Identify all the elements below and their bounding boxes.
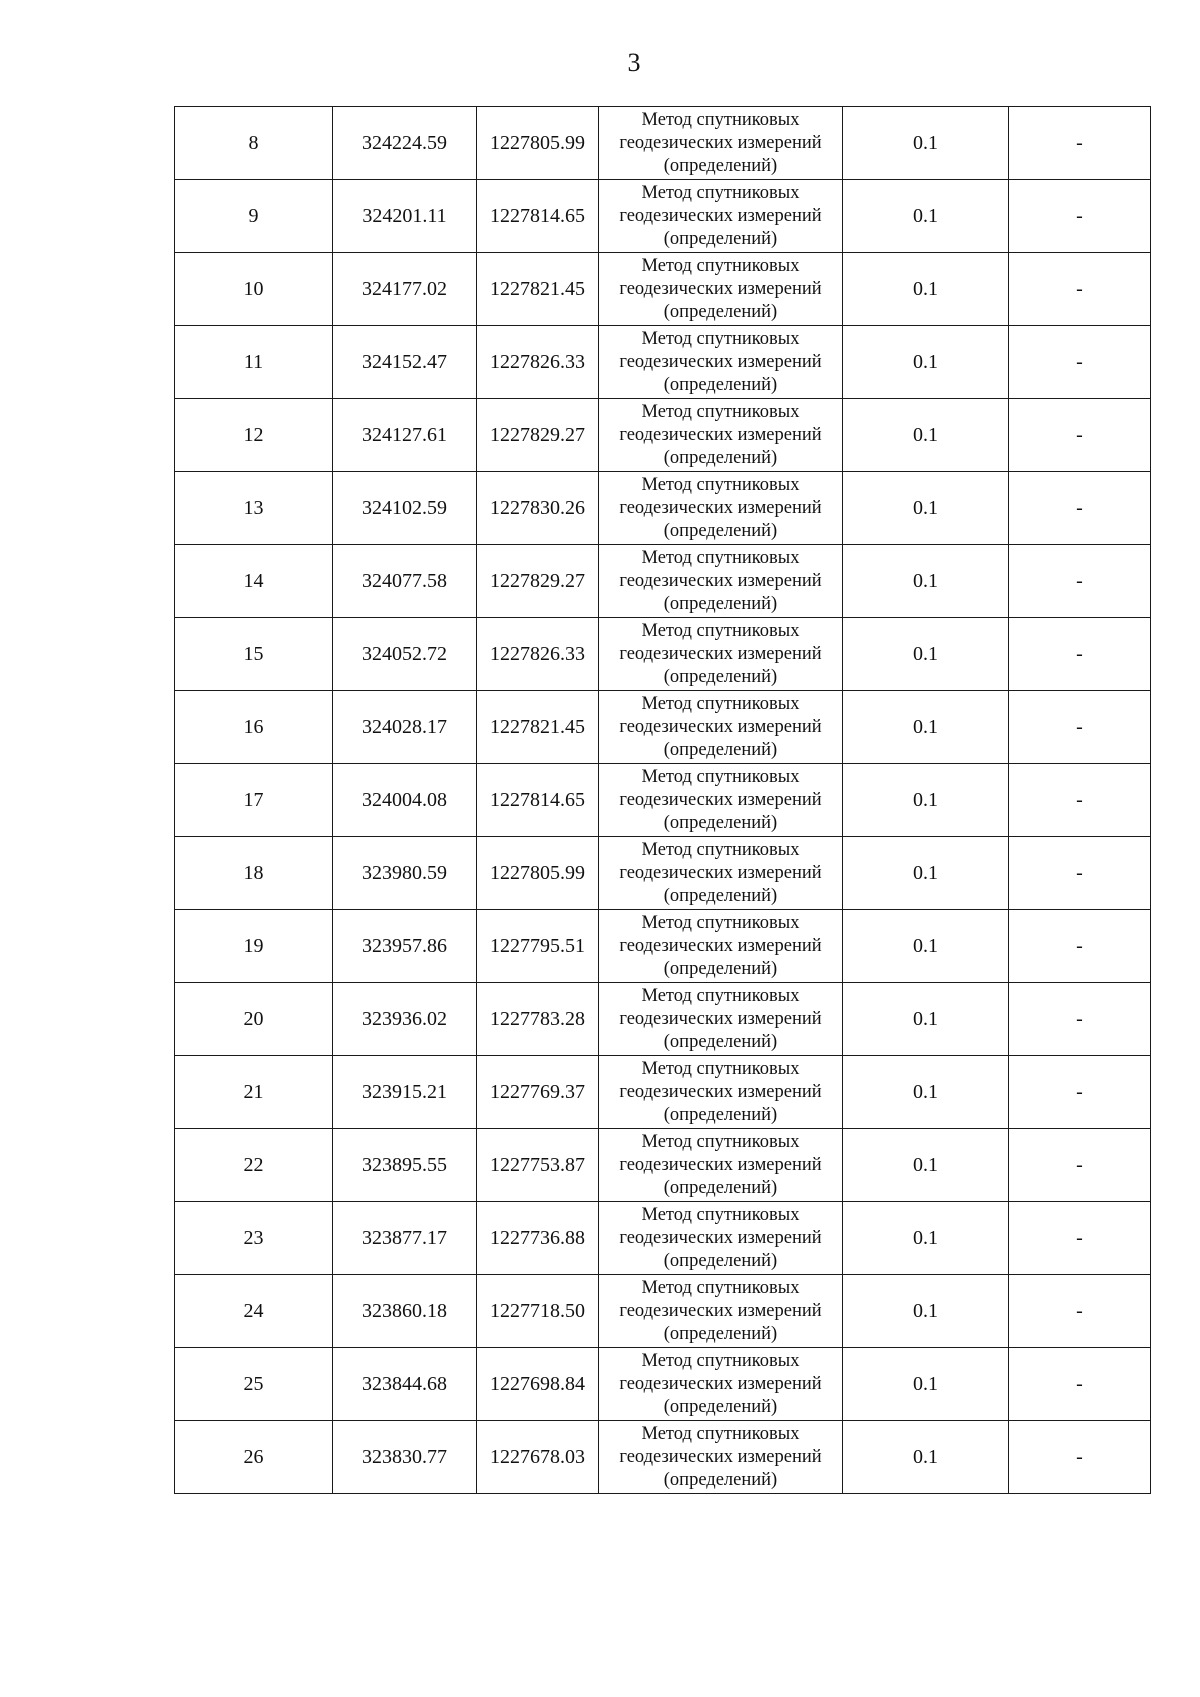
table-row xyxy=(175,180,1151,253)
y-coordinate-cell: 1227821.45 xyxy=(477,253,599,326)
method-line: (определений) xyxy=(663,958,778,979)
x-coordinate-cell: 323957.86 xyxy=(333,910,477,983)
y-coordinate-cell: 1227805.99 xyxy=(477,837,599,910)
accuracy-cell: 0.1 xyxy=(843,107,1009,180)
accuracy-cell: 0.1 xyxy=(843,1056,1009,1129)
table-row xyxy=(175,1275,1151,1348)
method-cell xyxy=(599,618,843,691)
method-line: геодезических измерений xyxy=(619,643,822,664)
accuracy-cell: 0.1 xyxy=(843,1348,1009,1421)
method-line: (определений) xyxy=(663,812,778,833)
point-number-cell: 23 xyxy=(175,1202,333,1275)
method-line: геодезических измерений xyxy=(619,205,822,226)
x-coordinate-cell: 323895.55 xyxy=(333,1129,477,1202)
table-row xyxy=(175,1348,1151,1421)
method-line: геодезических измерений xyxy=(619,1227,822,1248)
method-line: геодезических измерений xyxy=(619,789,822,810)
method-line: Метод спутниковых xyxy=(641,401,800,422)
method-line: (определений) xyxy=(663,885,778,906)
note-cell: - xyxy=(1009,910,1151,983)
table-row xyxy=(175,764,1151,837)
method-line: Метод спутниковых xyxy=(641,620,800,641)
x-coordinate-cell: 324177.02 xyxy=(333,253,477,326)
x-coordinate-cell: 324224.59 xyxy=(333,107,477,180)
point-number-cell: 18 xyxy=(175,837,333,910)
method-line: геодезических измерений xyxy=(619,278,822,299)
coordinates-table-body xyxy=(175,107,1151,1494)
note-cell: - xyxy=(1009,399,1151,472)
table-row xyxy=(175,326,1151,399)
point-number-cell: 20 xyxy=(175,983,333,1056)
method-line: геодезических измерений xyxy=(619,351,822,372)
method-line: геодезических измерений xyxy=(619,1008,822,1029)
table-row xyxy=(175,910,1151,983)
method-line: геодезических измерений xyxy=(619,132,822,153)
method-line: геодезических измерений xyxy=(619,570,822,591)
point-number-cell: 15 xyxy=(175,618,333,691)
x-coordinate-cell: 324004.08 xyxy=(333,764,477,837)
method-cell xyxy=(599,910,843,983)
method-line: (определений) xyxy=(663,1323,778,1344)
note-cell: - xyxy=(1009,691,1151,764)
accuracy-cell: 0.1 xyxy=(843,691,1009,764)
y-coordinate-cell: 1227698.84 xyxy=(477,1348,599,1421)
x-coordinate-cell: 323877.17 xyxy=(333,1202,477,1275)
note-cell: - xyxy=(1009,472,1151,545)
y-coordinate-cell: 1227783.28 xyxy=(477,983,599,1056)
method-line: Метод спутниковых xyxy=(641,766,800,787)
accuracy-cell: 0.1 xyxy=(843,910,1009,983)
y-coordinate-cell: 1227736.88 xyxy=(477,1202,599,1275)
method-line: (определений) xyxy=(663,739,778,760)
note-cell: - xyxy=(1009,1056,1151,1129)
y-coordinate-cell: 1227826.33 xyxy=(477,326,599,399)
method-cell xyxy=(599,1129,843,1202)
method-line: геодезических измерений xyxy=(619,1373,822,1394)
accuracy-cell: 0.1 xyxy=(843,837,1009,910)
y-coordinate-cell: 1227795.51 xyxy=(477,910,599,983)
method-cell xyxy=(599,1421,843,1494)
note-cell: - xyxy=(1009,326,1151,399)
method-cell xyxy=(599,983,843,1056)
y-coordinate-cell: 1227829.27 xyxy=(477,545,599,618)
method-line: геодезических измерений xyxy=(619,1154,822,1175)
method-cell xyxy=(599,691,843,764)
method-line: (определений) xyxy=(663,1250,778,1271)
x-coordinate-cell: 323830.77 xyxy=(333,1421,477,1494)
x-coordinate-cell: 324052.72 xyxy=(333,618,477,691)
table-row xyxy=(175,1421,1151,1494)
table-row xyxy=(175,837,1151,910)
accuracy-cell: 0.1 xyxy=(843,180,1009,253)
method-line: Метод спутниковых xyxy=(641,693,800,714)
method-line: (определений) xyxy=(663,228,778,249)
method-cell xyxy=(599,1348,843,1421)
accuracy-cell: 0.1 xyxy=(843,764,1009,837)
note-cell: - xyxy=(1009,764,1151,837)
method-line: Метод спутниковых xyxy=(641,1350,800,1371)
table-row xyxy=(175,691,1151,764)
table-row xyxy=(175,983,1151,1056)
method-line: геодезических измерений xyxy=(619,497,822,518)
table-row xyxy=(175,1202,1151,1275)
accuracy-cell: 0.1 xyxy=(843,1421,1009,1494)
method-line: геодезических измерений xyxy=(619,1446,822,1467)
accuracy-cell: 0.1 xyxy=(843,1275,1009,1348)
y-coordinate-cell: 1227718.50 xyxy=(477,1275,599,1348)
method-line: Метод спутниковых xyxy=(641,1131,800,1152)
y-coordinate-cell: 1227814.65 xyxy=(477,180,599,253)
method-line: Метод спутниковых xyxy=(641,474,800,495)
method-line: (определений) xyxy=(663,1177,778,1198)
table-row xyxy=(175,1129,1151,1202)
method-cell xyxy=(599,1202,843,1275)
method-line: Метод спутниковых xyxy=(641,328,800,349)
method-line: (определений) xyxy=(663,1469,778,1490)
method-line: (определений) xyxy=(663,374,778,395)
note-cell: - xyxy=(1009,1202,1151,1275)
method-cell xyxy=(599,837,843,910)
x-coordinate-cell: 324201.11 xyxy=(333,180,477,253)
accuracy-cell: 0.1 xyxy=(843,399,1009,472)
method-cell xyxy=(599,253,843,326)
x-coordinate-cell: 324127.61 xyxy=(333,399,477,472)
method-line: геодезических измерений xyxy=(619,716,822,737)
table-row xyxy=(175,253,1151,326)
method-cell xyxy=(599,764,843,837)
x-coordinate-cell: 324102.59 xyxy=(333,472,477,545)
note-cell: - xyxy=(1009,983,1151,1056)
x-coordinate-cell: 323980.59 xyxy=(333,837,477,910)
method-cell xyxy=(599,545,843,618)
method-line: (определений) xyxy=(663,1031,778,1052)
coordinates-table xyxy=(174,106,1151,1494)
method-cell xyxy=(599,107,843,180)
accuracy-cell: 0.1 xyxy=(843,618,1009,691)
note-cell: - xyxy=(1009,107,1151,180)
method-line: Метод спутниковых xyxy=(641,1058,800,1079)
y-coordinate-cell: 1227826.33 xyxy=(477,618,599,691)
method-line: Метод спутниковых xyxy=(641,839,800,860)
note-cell: - xyxy=(1009,545,1151,618)
y-coordinate-cell: 1227821.45 xyxy=(477,691,599,764)
method-line: Метод спутниковых xyxy=(641,985,800,1006)
note-cell: - xyxy=(1009,180,1151,253)
accuracy-cell: 0.1 xyxy=(843,1202,1009,1275)
method-line: (определений) xyxy=(663,520,778,541)
method-line: геодезических измерений xyxy=(619,862,822,883)
x-coordinate-cell: 323936.02 xyxy=(333,983,477,1056)
method-line: Метод спутниковых xyxy=(641,109,800,130)
method-line: геодезических измерений xyxy=(619,1300,822,1321)
method-line: геодезических измерений xyxy=(619,935,822,956)
method-line: Метод спутниковых xyxy=(641,1277,800,1298)
point-number-cell: 12 xyxy=(175,399,333,472)
accuracy-cell: 0.1 xyxy=(843,472,1009,545)
table-row xyxy=(175,472,1151,545)
point-number-cell: 10 xyxy=(175,253,333,326)
point-number-cell: 26 xyxy=(175,1421,333,1494)
y-coordinate-cell: 1227814.65 xyxy=(477,764,599,837)
method-line: (определений) xyxy=(663,155,778,176)
accuracy-cell: 0.1 xyxy=(843,1129,1009,1202)
method-line: (определений) xyxy=(663,1104,778,1125)
method-line: Метод спутниковых xyxy=(641,182,800,203)
method-cell xyxy=(599,399,843,472)
method-line: (определений) xyxy=(663,1396,778,1417)
accuracy-cell: 0.1 xyxy=(843,253,1009,326)
x-coordinate-cell: 323860.18 xyxy=(333,1275,477,1348)
method-line: (определений) xyxy=(663,301,778,322)
x-coordinate-cell: 323915.21 xyxy=(333,1056,477,1129)
y-coordinate-cell: 1227753.87 xyxy=(477,1129,599,1202)
point-number-cell: 24 xyxy=(175,1275,333,1348)
method-cell xyxy=(599,472,843,545)
y-coordinate-cell: 1227805.99 xyxy=(477,107,599,180)
method-cell xyxy=(599,1056,843,1129)
accuracy-cell: 0.1 xyxy=(843,983,1009,1056)
point-number-cell: 8 xyxy=(175,107,333,180)
point-number-cell: 21 xyxy=(175,1056,333,1129)
point-number-cell: 25 xyxy=(175,1348,333,1421)
point-number-cell: 13 xyxy=(175,472,333,545)
y-coordinate-cell: 1227829.27 xyxy=(477,399,599,472)
point-number-cell: 17 xyxy=(175,764,333,837)
method-line: Метод спутниковых xyxy=(641,547,800,568)
table-row xyxy=(175,545,1151,618)
note-cell: - xyxy=(1009,253,1151,326)
page-number: 3 xyxy=(627,48,641,77)
note-cell: - xyxy=(1009,837,1151,910)
method-line: Метод спутниковых xyxy=(641,255,800,276)
point-number-cell: 22 xyxy=(175,1129,333,1202)
method-line: (определений) xyxy=(663,447,778,468)
x-coordinate-cell: 324028.17 xyxy=(333,691,477,764)
method-line: (определений) xyxy=(663,593,778,614)
accuracy-cell: 0.1 xyxy=(843,326,1009,399)
method-line: геодезических измерений xyxy=(619,1081,822,1102)
method-cell xyxy=(599,326,843,399)
method-cell xyxy=(599,180,843,253)
method-line: геодезических измерений xyxy=(619,424,822,445)
point-number-cell: 16 xyxy=(175,691,333,764)
method-line: Метод спутниковых xyxy=(641,912,800,933)
method-line: (определений) xyxy=(663,666,778,687)
point-number-cell: 11 xyxy=(175,326,333,399)
x-coordinate-cell: 324077.58 xyxy=(333,545,477,618)
note-cell: - xyxy=(1009,1421,1151,1494)
note-cell: - xyxy=(1009,1129,1151,1202)
point-number-cell: 14 xyxy=(175,545,333,618)
x-coordinate-cell: 323844.68 xyxy=(333,1348,477,1421)
accuracy-cell: 0.1 xyxy=(843,545,1009,618)
note-cell: - xyxy=(1009,618,1151,691)
y-coordinate-cell: 1227678.03 xyxy=(477,1421,599,1494)
table-row xyxy=(175,1056,1151,1129)
table-row xyxy=(175,618,1151,691)
method-line: Метод спутниковых xyxy=(641,1423,800,1444)
note-cell: - xyxy=(1009,1348,1151,1421)
x-coordinate-cell: 324152.47 xyxy=(333,326,477,399)
table-row xyxy=(175,399,1151,472)
note-cell: - xyxy=(1009,1275,1151,1348)
table-row xyxy=(175,107,1151,180)
method-line: Метод спутниковых xyxy=(641,1204,800,1225)
point-number-cell: 9 xyxy=(175,180,333,253)
point-number-cell: 19 xyxy=(175,910,333,983)
y-coordinate-cell: 1227830.26 xyxy=(477,472,599,545)
method-cell xyxy=(599,1275,843,1348)
y-coordinate-cell: 1227769.37 xyxy=(477,1056,599,1129)
